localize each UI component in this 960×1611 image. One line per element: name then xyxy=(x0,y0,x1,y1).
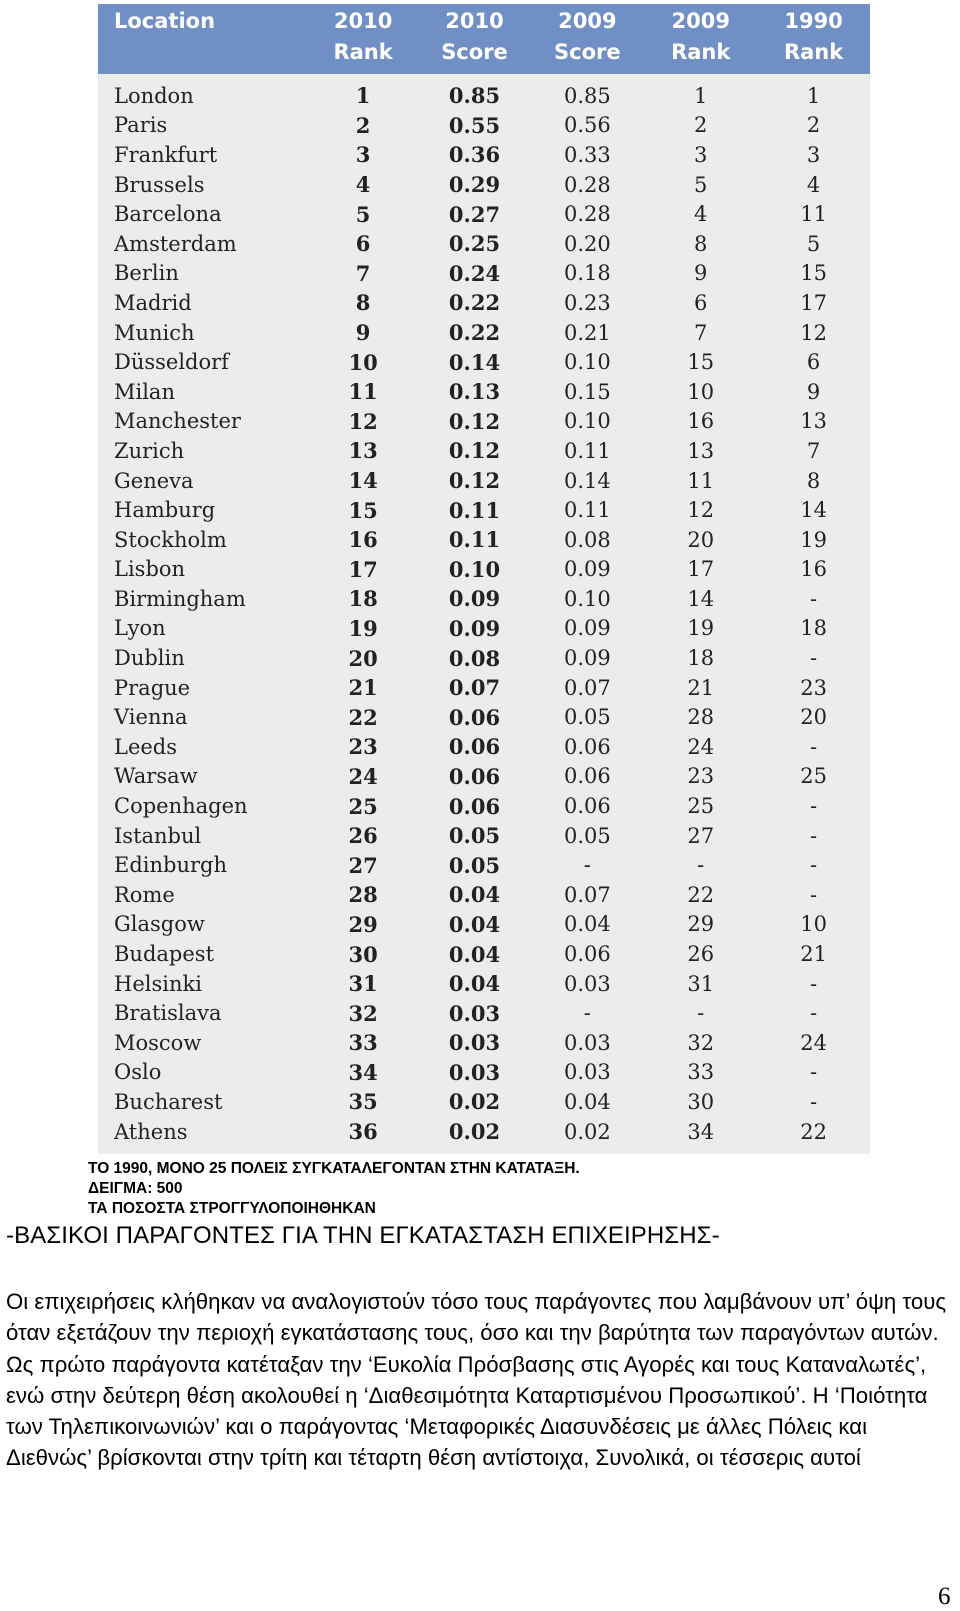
cell-location: Munich xyxy=(114,320,195,345)
cell-2009-rank: 5 xyxy=(694,172,708,197)
cell-location: Stockholm xyxy=(114,527,227,552)
cell-1990-rank: 17 xyxy=(800,290,827,315)
table-row xyxy=(98,199,870,229)
table-row xyxy=(98,762,870,792)
table-row xyxy=(98,81,870,111)
table-row xyxy=(98,259,870,289)
header-1990-rank: 1990 Rank xyxy=(783,9,844,64)
cell-2010-score: 0.11 xyxy=(448,527,501,553)
cell-location: Rome xyxy=(114,882,175,907)
cell-2010-rank: 8 xyxy=(355,290,371,316)
header-2009-score: 2009 Score xyxy=(554,9,621,64)
cell-2009-rank: 21 xyxy=(687,675,715,700)
cell-2010-rank: 7 xyxy=(355,260,371,286)
cell-2010-score: 0.05 xyxy=(448,823,501,849)
table-header xyxy=(98,4,870,74)
cell-1990-rank: 19 xyxy=(800,527,827,552)
cell-2009-rank: 15 xyxy=(687,350,715,375)
table-row xyxy=(98,555,870,585)
cell-1990-rank: - xyxy=(810,823,818,848)
cell-2009-score: 0.06 xyxy=(563,794,611,819)
cell-location: Hamburg xyxy=(114,498,216,523)
cell-2010-score: 0.10 xyxy=(448,556,501,582)
cell-2009-score: 0.08 xyxy=(563,527,611,552)
cell-2010-rank: 24 xyxy=(348,763,378,789)
cell-2009-score: 0.21 xyxy=(563,320,611,345)
cell-location: Paris xyxy=(114,113,168,138)
table-row xyxy=(98,939,870,969)
cell-1990-rank: - xyxy=(810,794,818,819)
cell-2010-rank: 6 xyxy=(355,231,371,257)
cell-location: Istanbul xyxy=(114,823,202,848)
cell-2009-rank: 29 xyxy=(687,912,715,937)
cell-2010-score: 0.06 xyxy=(448,763,501,789)
cell-2010-rank: 15 xyxy=(348,497,378,523)
table-row xyxy=(98,998,870,1028)
cell-2010-score: 0.02 xyxy=(448,1119,501,1145)
cell-1990-rank: - xyxy=(810,882,818,907)
cell-2010-score: 0.12 xyxy=(448,438,501,464)
table-row xyxy=(98,821,870,851)
cell-2009-rank: 31 xyxy=(687,971,715,996)
cell-2010-score: 0.85 xyxy=(448,83,501,109)
cell-2010-rank: 27 xyxy=(348,852,378,878)
cell-1990-rank: 15 xyxy=(800,261,827,286)
cell-location: Helsinki xyxy=(114,971,202,996)
cell-2009-score: 0.85 xyxy=(563,83,611,108)
cell-2009-score: 0.06 xyxy=(563,942,611,967)
cell-2010-rank: 22 xyxy=(348,704,378,730)
cell-location: Zurich xyxy=(114,438,185,463)
cell-location: Copenhagen xyxy=(114,794,248,819)
cell-location: Berlin xyxy=(114,261,179,286)
cell-2010-score: 0.14 xyxy=(448,349,501,375)
cell-2009-rank: 2 xyxy=(694,113,708,138)
cell-2010-score: 0.07 xyxy=(448,675,501,701)
cell-2009-score: 0.10 xyxy=(563,409,611,434)
cell-2010-score: 0.13 xyxy=(448,379,501,405)
cell-1990-rank: 10 xyxy=(800,912,827,937)
cell-location: Moscow xyxy=(114,1030,202,1055)
cell-2010-rank: 32 xyxy=(348,1000,378,1026)
cell-2009-score: 0.28 xyxy=(563,172,611,197)
cell-1990-rank: 11 xyxy=(800,202,827,227)
cell-2009-score: 0.20 xyxy=(563,231,611,256)
cell-2010-score: 0.22 xyxy=(448,290,501,316)
body-text xyxy=(6,1286,956,1474)
cell-2009-rank: 22 xyxy=(687,882,715,907)
table-row xyxy=(98,347,870,377)
cell-2010-rank: 35 xyxy=(348,1089,378,1115)
cell-2010-rank: 12 xyxy=(348,408,378,434)
cell-2010-rank: 26 xyxy=(348,823,378,849)
cell-2009-rank: 19 xyxy=(687,616,715,641)
header-2009-rank: 2009 Rank xyxy=(671,9,731,64)
table-body xyxy=(98,74,870,1146)
table-row xyxy=(98,791,870,821)
cell-location: Milan xyxy=(114,379,175,404)
cell-2010-rank: 1 xyxy=(355,83,371,109)
table-notes xyxy=(88,1159,948,1219)
cell-1990-rank: 4 xyxy=(806,172,821,197)
table-row xyxy=(98,910,870,940)
cell-2009-score: 0.09 xyxy=(563,646,611,671)
table-row xyxy=(98,1058,870,1088)
cell-1990-rank: 8 xyxy=(806,468,821,493)
cell-2010-rank: 2 xyxy=(355,112,371,138)
cell-location: Prague xyxy=(114,675,191,700)
cell-1990-rank: 3 xyxy=(806,142,821,167)
cell-2010-score: 0.04 xyxy=(448,911,501,937)
cell-1990-rank: - xyxy=(810,586,818,611)
cell-2009-score: 0.05 xyxy=(563,823,611,848)
cell-1990-rank: - xyxy=(810,1089,818,1114)
note-line: ΤΟ 1990, ΜΟΝΟ 25 ΠΟΛΕΙΣ ΣΥΓΚΑΤΑΛΕΓΟΝΤΑΝ ΣΤΗΝ ΚΑΤΑΤΑΞΗ. xyxy=(88,1160,580,1177)
cell-2009-score: 0.02 xyxy=(563,1119,611,1144)
cell-2009-rank: 26 xyxy=(687,942,715,967)
cell-2010-score: 0.05 xyxy=(448,852,501,878)
cell-1990-rank: - xyxy=(810,1060,818,1085)
cell-2009-rank: 12 xyxy=(687,498,715,523)
table-row xyxy=(98,111,870,141)
cell-1990-rank: 7 xyxy=(806,438,821,463)
cell-2009-rank: 13 xyxy=(687,438,715,463)
cell-location: Athens xyxy=(114,1119,188,1144)
cell-1990-rank: 2 xyxy=(806,113,821,138)
header-location: Location xyxy=(114,9,216,33)
cell-2009-score: 0.07 xyxy=(563,882,611,907)
cell-2009-score: 0.03 xyxy=(563,1060,611,1085)
paragraph: Οι επιχειρήσεις κλήθηκαν να αναλογιστούν τόσο τους παράγοντες που λαμβάνουν υπ’ όψη τους όταν εξετάζουν την περιοχή εγκατάστασης τους, όσο και την βαρύτητα των παραγόντων αυτών. xyxy=(6,1289,947,1346)
cell-2009-rank: 1 xyxy=(694,83,708,108)
cell-1990-rank: 5 xyxy=(806,231,821,256)
cell-2009-score: 0.05 xyxy=(563,705,611,730)
cell-2010-score: 0.29 xyxy=(448,172,501,198)
cell-2009-score: - xyxy=(583,1001,591,1026)
table-row xyxy=(98,584,870,614)
cell-1990-rank: 21 xyxy=(800,942,827,967)
table-row xyxy=(98,229,870,259)
cell-2010-score: 0.11 xyxy=(448,497,501,523)
cell-location: Glasgow xyxy=(114,912,205,937)
cell-1990-rank: - xyxy=(810,734,818,759)
cell-1990-rank: - xyxy=(810,646,818,671)
header-2010-rank: 2010 Rank xyxy=(333,9,393,64)
cell-2010-rank: 4 xyxy=(355,172,371,198)
cell-1990-rank: 1 xyxy=(806,83,821,108)
table-row xyxy=(98,1028,870,1058)
cell-2009-score: 0.04 xyxy=(563,1089,611,1114)
table-row xyxy=(98,407,870,437)
cell-2009-score: 0.03 xyxy=(563,1030,611,1055)
note-line: ΔΕΙΓΜΑ: 500 xyxy=(88,1180,183,1197)
cell-2010-score: 0.03 xyxy=(448,1030,501,1056)
cell-2009-rank: 4 xyxy=(694,202,708,227)
cell-2010-score: 0.55 xyxy=(448,112,501,138)
cell-2010-rank: 5 xyxy=(355,201,371,227)
table-row xyxy=(98,140,870,170)
cell-2010-score: 0.12 xyxy=(448,468,501,494)
cell-2009-rank: - xyxy=(697,1001,705,1026)
cell-location: Leeds xyxy=(114,734,178,759)
cell-1990-rank: 22 xyxy=(800,1119,827,1144)
table-row xyxy=(98,614,870,644)
cell-location: Oslo xyxy=(114,1060,162,1085)
table-row xyxy=(98,1117,870,1147)
cell-2009-rank: 24 xyxy=(687,734,715,759)
table-row xyxy=(98,318,870,348)
cell-2009-score: 0.56 xyxy=(563,113,611,138)
cell-2010-rank: 23 xyxy=(348,734,378,760)
cell-2009-rank: 14 xyxy=(687,586,715,611)
cell-1990-rank: 12 xyxy=(800,320,827,345)
table-row xyxy=(98,702,870,732)
cell-2010-rank: 9 xyxy=(355,320,371,346)
cell-2009-rank: 10 xyxy=(687,379,715,404)
cell-2010-score: 0.09 xyxy=(448,615,501,641)
cell-2010-score: 0.22 xyxy=(448,320,501,346)
table-row xyxy=(98,495,870,525)
cell-1990-rank: - xyxy=(810,853,818,878)
cell-1990-rank: - xyxy=(810,1001,818,1026)
cell-1990-rank: 16 xyxy=(800,557,827,582)
cell-location: Budapest xyxy=(114,942,215,967)
cell-2009-rank: 3 xyxy=(694,142,708,167)
cell-2009-score: 0.09 xyxy=(563,557,611,582)
table-row xyxy=(98,643,870,673)
cell-location: Geneva xyxy=(114,468,194,493)
table-row xyxy=(98,673,870,703)
cell-2010-rank: 13 xyxy=(348,438,378,464)
cell-location: Frankfurt xyxy=(114,142,218,167)
cell-2010-rank: 21 xyxy=(348,675,378,701)
cell-2010-rank: 28 xyxy=(348,882,378,908)
cell-1990-rank: 23 xyxy=(800,675,827,700)
cell-1990-rank: 24 xyxy=(800,1030,827,1055)
cell-location: Düsseldorf xyxy=(114,350,229,375)
cell-2010-score: 0.03 xyxy=(448,1000,501,1026)
table-row xyxy=(98,436,870,466)
cell-2009-rank: 34 xyxy=(687,1119,715,1144)
table-row xyxy=(98,288,870,318)
cell-2010-score: 0.04 xyxy=(448,882,501,908)
cell-2010-rank: 11 xyxy=(348,379,378,405)
cell-2009-score: 0.14 xyxy=(563,468,611,493)
cell-2010-score: 0.06 xyxy=(448,704,501,730)
cell-2009-rank: - xyxy=(697,853,705,878)
cell-location: Madrid xyxy=(114,290,192,315)
cell-location: Lyon xyxy=(114,616,166,641)
cell-location: Barcelona xyxy=(114,202,222,227)
cell-2009-score: 0.33 xyxy=(563,142,611,167)
cell-2010-score: 0.06 xyxy=(448,793,501,819)
cell-location: Bucharest xyxy=(114,1089,223,1114)
cell-2010-rank: 19 xyxy=(348,615,378,641)
cell-2010-rank: 16 xyxy=(348,527,378,553)
cell-location: Edinburgh xyxy=(114,853,227,878)
header-2010-score: 2010 Score xyxy=(441,9,508,64)
cell-1990-rank: 18 xyxy=(800,616,827,641)
cell-2009-rank: 6 xyxy=(694,290,708,315)
cell-2010-score: 0.08 xyxy=(448,645,501,671)
section-heading: -ΒΑΣΙΚΟΙ ΠΑΡΑΓΟΝΤΕΣ ΓΙΑ ΤΗΝ ΕΓΚΑΤΑΣΤΑΣΗ ΕΠΙΧΕΙΡΗΣΗΣ- xyxy=(6,1222,720,1249)
cell-2009-rank: 20 xyxy=(687,527,715,552)
cell-2009-rank: 17 xyxy=(687,557,715,582)
cell-2009-score: 0.10 xyxy=(563,586,611,611)
cell-2009-score: 0.06 xyxy=(563,764,611,789)
cell-location: Amsterdam xyxy=(114,231,237,256)
cell-1990-rank: 9 xyxy=(806,379,821,404)
table-row xyxy=(98,466,870,496)
cell-1990-rank: 6 xyxy=(806,350,821,375)
cell-2010-score: 0.36 xyxy=(448,142,501,168)
cell-2010-score: 0.04 xyxy=(448,941,501,967)
cell-location: Warsaw xyxy=(114,764,198,789)
cell-location: Vienna xyxy=(114,705,188,730)
cell-1990-rank: - xyxy=(810,971,818,996)
cell-location: London xyxy=(114,83,194,108)
table-row xyxy=(98,969,870,999)
cell-2009-rank: 8 xyxy=(694,231,708,256)
cell-location: Brussels xyxy=(114,172,205,197)
cell-2010-rank: 25 xyxy=(348,793,378,819)
cell-2009-score: 0.11 xyxy=(563,498,611,523)
cell-2009-score: 0.09 xyxy=(563,616,611,641)
cell-2009-score: 0.23 xyxy=(563,290,611,315)
page-number: 6 xyxy=(938,1583,951,1610)
city-ranking-table xyxy=(98,4,870,1154)
cell-1990-rank: 20 xyxy=(800,705,827,730)
cell-location: Birmingham xyxy=(114,586,246,611)
cell-2010-rank: 18 xyxy=(348,586,378,612)
table-row xyxy=(98,732,870,762)
cell-2009-score: 0.10 xyxy=(563,350,611,375)
table-row xyxy=(98,170,870,200)
cell-location: Dublin xyxy=(114,646,185,671)
cell-2010-rank: 29 xyxy=(348,911,378,937)
cell-2010-score: 0.25 xyxy=(448,231,501,257)
cell-2010-score: 0.12 xyxy=(448,408,501,434)
cell-2009-score: 0.11 xyxy=(563,438,611,463)
cell-1990-rank: 13 xyxy=(800,409,827,434)
cell-2010-rank: 14 xyxy=(348,468,378,494)
cell-1990-rank: 14 xyxy=(800,498,827,523)
cell-2009-score: 0.15 xyxy=(563,379,611,404)
cell-2010-score: 0.24 xyxy=(448,260,501,286)
cell-2009-score: 0.03 xyxy=(563,971,611,996)
note-line: ΤΑ ΠΟΣΟΣΤΑ ΣΤΡΟΓΓΥΛΟΠΟΙΗΘΗΚΑΝ xyxy=(88,1200,376,1217)
cell-2009-score: 0.07 xyxy=(563,675,611,700)
cell-2010-score: 0.04 xyxy=(448,971,501,997)
cell-2009-rank: 27 xyxy=(687,823,715,848)
cell-2010-score: 0.03 xyxy=(448,1059,501,1085)
cell-2010-score: 0.06 xyxy=(448,734,501,760)
cell-2009-score: 0.06 xyxy=(563,734,611,759)
cell-2010-rank: 30 xyxy=(348,941,378,967)
cell-2010-rank: 34 xyxy=(348,1059,378,1085)
cell-location: Bratislava xyxy=(114,1001,222,1026)
cell-2010-rank: 31 xyxy=(348,971,378,997)
cell-location: Manchester xyxy=(114,409,241,434)
cell-2009-rank: 30 xyxy=(687,1089,715,1114)
cell-2009-rank: 7 xyxy=(694,320,708,345)
table-row xyxy=(98,377,870,407)
cell-2010-rank: 33 xyxy=(348,1030,378,1056)
cell-2009-rank: 9 xyxy=(694,261,708,286)
cell-1990-rank: 25 xyxy=(800,764,827,789)
cell-2009-rank: 16 xyxy=(687,409,715,434)
cell-2009-rank: 18 xyxy=(687,646,715,671)
cell-2010-rank: 3 xyxy=(355,142,371,168)
cell-2009-rank: 23 xyxy=(687,764,715,789)
cell-2010-rank: 36 xyxy=(348,1119,378,1145)
cell-2010-rank: 20 xyxy=(348,645,378,671)
cell-2009-rank: 32 xyxy=(687,1030,715,1055)
cell-2009-rank: 11 xyxy=(687,468,715,493)
cell-2009-rank: 33 xyxy=(687,1060,715,1085)
cell-2010-rank: 10 xyxy=(348,349,378,375)
cell-2009-score: 0.28 xyxy=(563,202,611,227)
cell-2010-score: 0.09 xyxy=(448,586,501,612)
table-row xyxy=(98,1087,870,1117)
cell-2009-score: 0.04 xyxy=(563,912,611,937)
cell-2009-rank: 28 xyxy=(687,705,715,730)
cell-2010-score: 0.02 xyxy=(448,1089,501,1115)
table-row xyxy=(98,850,870,880)
cell-location: Lisbon xyxy=(114,557,186,582)
cell-2010-score: 0.27 xyxy=(448,201,501,227)
cell-2009-rank: 25 xyxy=(687,794,715,819)
cell-2009-score: - xyxy=(583,853,591,878)
cell-2010-rank: 17 xyxy=(348,556,378,582)
table-row xyxy=(98,525,870,555)
paragraph: Ως πρώτο παράγοντα κατέταξαν την ‘Ευκολία Πρόσβασης στις Αγορές και τους Καταναλωτές’, ενώ στην δεύτερη θέση ακολουθεί η ‘Διαθεσιμότητα Καταρτισμένου Προσωπικού’. Η ‘Ποιότητα των Τηλεπικοινωνιών’ και ο παράγοντας ‘Μεταφορικές Διασυνδέσεις με άλλες Πόλεις και Διεθνώς’ βρίσκονται στην τρίτη και τέταρτη θέση αντίστοιχα, Συνολικά, οι τέσσερις αυτοί xyxy=(6,1351,928,1471)
cell-2009-score: 0.18 xyxy=(563,261,611,286)
table-row xyxy=(98,880,870,910)
